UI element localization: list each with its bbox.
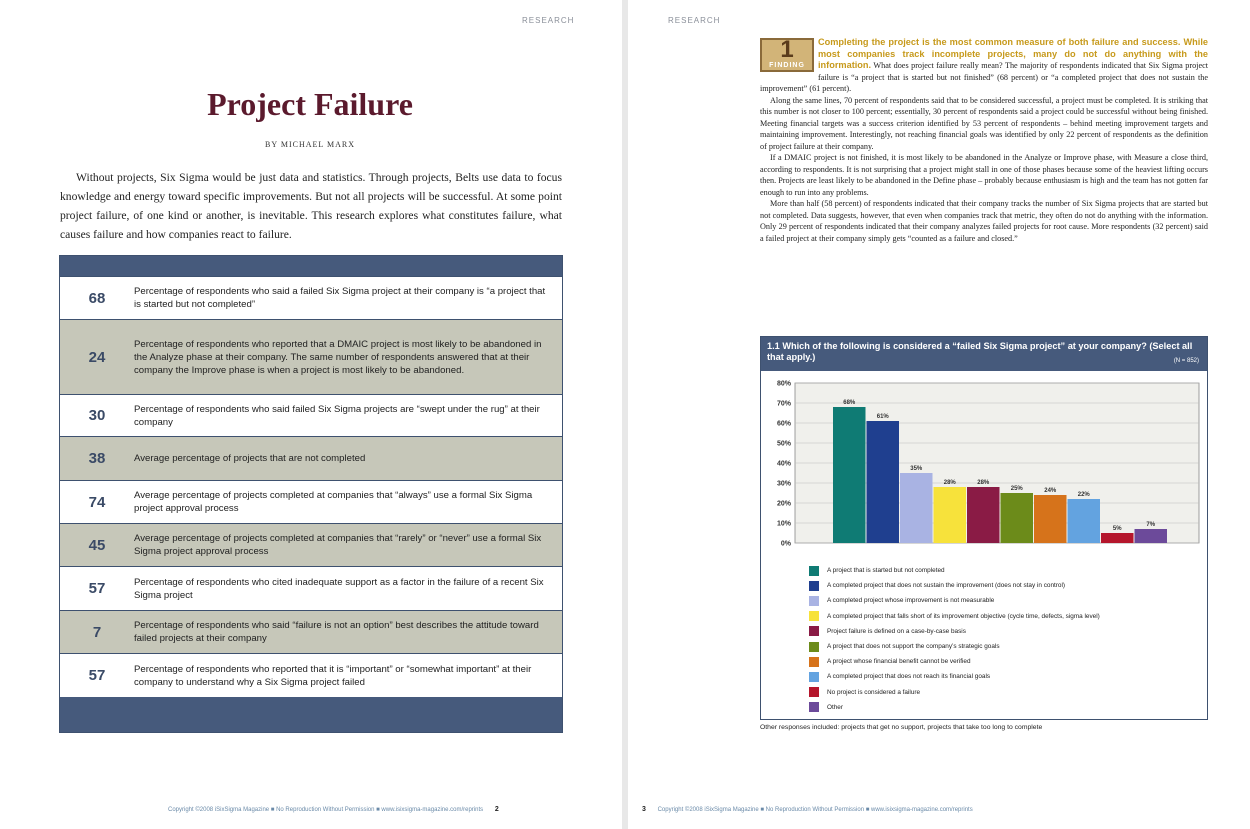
y-tick-label: 40% — [776, 460, 791, 468]
legend-label: A project that is started but not completed — [827, 567, 945, 575]
y-tick-label: 70% — [776, 400, 791, 408]
bar — [900, 473, 933, 543]
bar — [967, 487, 1000, 543]
stat-text: Percentage of respondents who reported that it is “important” or “somewhat important” at their company to understand why a Six Sigma project failed — [134, 663, 532, 688]
bar-value-label: 22% — [1077, 492, 1090, 498]
page-number: 2 — [494, 806, 499, 813]
bar-value-label: 68% — [843, 400, 856, 406]
chart-note: Other responses included: projects that get no support, projects that take too long to complete — [760, 724, 1043, 731]
legend-swatch — [809, 611, 819, 621]
chart-legend — [809, 563, 1205, 715]
legend-swatch — [809, 657, 819, 667]
page-footer — [642, 806, 973, 813]
paragraph — [760, 37, 1208, 95]
bar-value-label: 24% — [1044, 488, 1057, 494]
stat-number: 57 — [88, 580, 106, 597]
stat-number: 30 — [88, 407, 106, 424]
bar — [934, 487, 967, 543]
stat-row — [60, 653, 562, 697]
legend-label: A completed project that does not reach its financial goals — [827, 673, 991, 681]
legend-label: Other — [827, 703, 843, 711]
legend-swatch — [809, 566, 819, 576]
byline: BY MICHAEL MARX — [265, 140, 355, 149]
stat-row — [60, 523, 562, 566]
bar-value-label: 7% — [1146, 522, 1156, 528]
copyright-text: Copyright ©2008 iSixSigma Magazine ■ No Reproduction Without Permission ■ www.isixsigma-magazine.com/reprints — [168, 807, 484, 813]
legend-swatch — [809, 581, 819, 591]
legend-item — [809, 685, 1205, 700]
finding-badge — [760, 38, 814, 72]
legend-swatch — [809, 687, 819, 697]
bar — [867, 421, 900, 543]
page-footer — [168, 806, 499, 813]
chart-panel — [760, 336, 1208, 720]
bar — [833, 407, 866, 543]
stat-number: 45 — [88, 536, 106, 554]
stat-number: 57 — [88, 667, 106, 684]
stat-row — [60, 610, 562, 653]
bar — [1101, 533, 1134, 543]
stat-row — [60, 276, 562, 319]
legend-swatch — [809, 642, 819, 652]
stat-row — [60, 436, 562, 480]
article-title: Project Failure — [207, 86, 413, 122]
bar-value-label: 28% — [977, 480, 990, 486]
chart-header — [761, 337, 1207, 371]
legend-item — [809, 609, 1205, 624]
legend-item — [809, 578, 1205, 593]
legend-label: A completed project that falls short of its improvement objective (cycle time, defects, sigma level) — [827, 612, 1100, 620]
y-tick-label: 30% — [776, 480, 791, 488]
stat-text: Percentage of respondents who reported that a DMAIC project is most likely to be abandoned in the Analyze phase at their company. The same number of respondents answered that at their company the Improve phase is when a project is most likely to be abandoned. — [134, 338, 542, 376]
stat-text: Average percentage of projects that are not completed — [134, 453, 366, 464]
intro-paragraph: Without projects, Six Sigma would be just data and statistics. Through projects, Belts use data to focus knowledge and energy toward specific improvements. But not all projects will be successful. At some point project failure, of one kind or another, is inevitable. This research explores what constitutes failure, what causes failure and how companies react to failure. — [60, 171, 562, 241]
stat-number: 38 — [88, 450, 106, 467]
stat-row — [60, 480, 562, 523]
paragraph-text: What does project failure really mean? The majority of respondents indicated that Six Sigma project failure is “a project that is started but not finished” (68 percent) or “a completed project that does not sustain the improvement” (61 percent). — [760, 61, 1208, 93]
y-tick-label: 50% — [776, 440, 791, 448]
stat-number: 74 — [88, 493, 106, 511]
bar — [1034, 495, 1067, 543]
finding-number: 1 — [780, 36, 794, 63]
page-number: 3 — [642, 806, 646, 813]
y-tick-label: 0% — [780, 540, 791, 548]
stat-text: Average percentage of projects completed at companies that “always” use a formal Six Sigma project approval process — [134, 490, 533, 514]
y-tick-label: 10% — [776, 520, 791, 528]
left-page — [0, 0, 622, 829]
stat-number: 7 — [92, 623, 102, 641]
bar-value-label: 61% — [876, 414, 889, 420]
legend-label: A completed project that does not sustain the improvement (does not stay in control) — [827, 582, 1066, 590]
legend-item — [809, 624, 1205, 639]
stat-text: Average percentage of projects completed at companies that “rarely” or “never” use a formal Six Sigma project approval process — [134, 533, 542, 557]
stat-row — [60, 319, 562, 394]
legend-item — [809, 563, 1205, 578]
stats-table-header — [60, 256, 562, 276]
legend-swatch — [809, 626, 819, 636]
chart-title: 1.1 Which of the following is considered a “failed Six Sigma project” at your company? (Select all that apply.) — [767, 341, 1193, 362]
bar-chart — [761, 375, 1209, 565]
legend-item — [809, 700, 1205, 715]
bar-value-label: 25% — [1010, 486, 1023, 492]
y-tick-label: 80% — [776, 380, 791, 388]
stat-text: Percentage of respondents who said failed Six Sigma projects are “swept under the rug” at their company — [134, 403, 540, 428]
legend-swatch — [809, 702, 819, 712]
paragraph: More than half (58 percent) of respondents indicated that their company tracks the number of Six Sigma projects that are started but not completed. Data suggests, however, that even when companies track that metric, they often do not do anything with the information. Only 29 percent of respondents indicated that their company analyzes failed projects for root cause. More respondents (32 percent) said a failed project at their company simply gets “counted as a failure and closed.” — [760, 199, 1208, 243]
chart-sample-size: (N = 852) — [1173, 358, 1199, 364]
article-body — [760, 37, 1208, 244]
stat-number: 68 — [88, 289, 106, 307]
bar-value-label: 35% — [910, 466, 923, 472]
paragraph: Along the same lines, 70 percent of respondents said that to be considered successful, a project must be completed. It is striking that this number is not closer to 100 percent; essentially, 30 percent of respondents said a project could be successful without being finished. Meeting financial targets was a success criterion identified by 53 percent of respondents – behind meeting improvement targets and maintaining improvement. Interestingly, not reaching financial goals was identified by only 22 percent of respondents as the definition of project failure at their company. — [760, 95, 1208, 151]
legend-item — [809, 639, 1205, 654]
stat-text: Percentage of respondents who said a failed Six Sigma project at their company is “a project that is started but not completed” — [134, 286, 546, 310]
stat-text: Percentage of respondents who said “failure is not an option” best describes the attitude toward failed projects at their company — [134, 620, 539, 644]
paragraph: If a DMAIC project is not finished, it is most likely to be abandoned in the Analyze or Improve phase, with Measure a close third, according to respondents. It is not surprising that a project might stall in one of those phases because some of the heaviest lifting occurs then. Projects are least likely to be abandoned in the Define phase – probably because enthusiasm is high and the team has not gotten far enough to run into any problems. — [760, 153, 1208, 197]
legend-label: Project failure is defined on a case-by-case basis — [827, 627, 966, 635]
finding-label: FINDING — [769, 62, 805, 69]
finding-lead: Completing the project is the most common measure of both failure and success. While most companies track incomplete projects, many do not do anything with the information. — [818, 37, 1208, 70]
legend-item — [809, 669, 1205, 684]
bar-value-label: 28% — [943, 480, 956, 486]
legend-label: No project is considered a failure — [827, 688, 921, 696]
right-page — [628, 0, 1250, 829]
stat-row — [60, 394, 562, 436]
legend-label: A project that does not support the company’s strategic goals — [827, 643, 1000, 651]
stat-row — [60, 566, 562, 610]
legend-label: A project whose financial benefit cannot be verified — [827, 658, 971, 666]
legend-label: A completed project whose improvement is not measurable — [827, 597, 995, 605]
copyright-text: Copyright ©2008 iSixSigma Magazine ■ No Reproduction Without Permission ■ www.isixsigma-magazine.com/reprints — [657, 807, 973, 813]
bar — [1068, 499, 1101, 543]
stat-number: 24 — [88, 348, 106, 366]
running-head: RESEARCH — [668, 16, 721, 25]
legend-swatch — [809, 596, 819, 606]
y-tick-label: 60% — [776, 420, 791, 428]
bar-value-label: 5% — [1112, 526, 1122, 532]
y-tick-label: 20% — [776, 500, 791, 508]
stats-table-footer — [60, 699, 562, 732]
running-head: RESEARCH — [522, 16, 575, 25]
legend-item — [809, 593, 1205, 608]
bar — [1001, 493, 1034, 543]
stat-text: Percentage of respondents who cited inadequate support as a factor in the failure of a recent Six Sigma project — [134, 576, 544, 601]
legend-item — [809, 654, 1205, 669]
legend-swatch — [809, 672, 819, 682]
stats-table — [59, 255, 563, 733]
bar — [1135, 529, 1168, 543]
